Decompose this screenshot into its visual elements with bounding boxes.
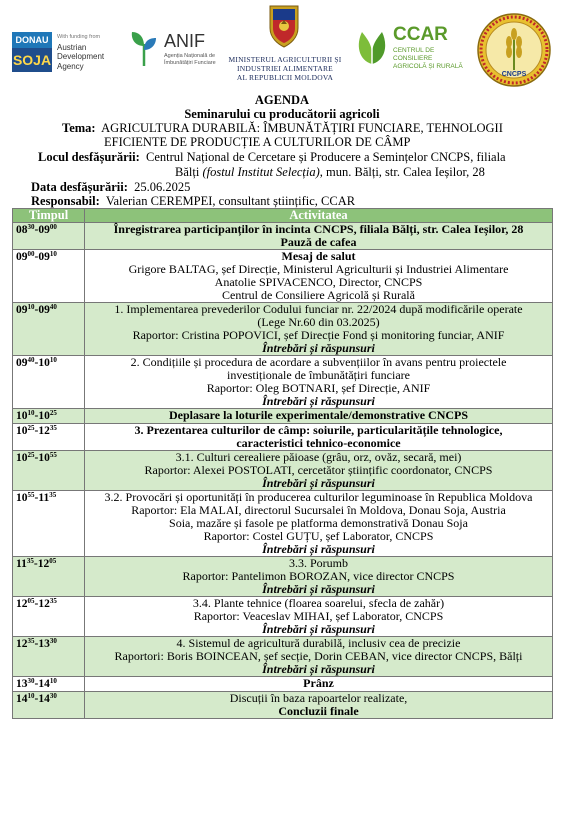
activity-cell: [85, 557, 553, 597]
location-address: , mun. Bălți, str. Calea Ieșilor, 28: [319, 165, 485, 179]
ministry-line-3: AL REPUBLICII MOLDOVA: [236, 73, 334, 82]
table-row: [13, 677, 553, 692]
activity-line: Mesaj de salut: [281, 249, 356, 263]
austrian-development-agency-logo: [57, 33, 127, 71]
time-separator: -: [34, 492, 39, 504]
activity-line: Pauză de cafea: [280, 235, 357, 249]
activity-cell: [85, 303, 553, 356]
time-separator: -: [34, 251, 39, 263]
ministry-line-1: MINISTERUL AGRICULTURII ȘI: [228, 55, 342, 64]
ministry-line-2: INDUSTRIEI ALIMENTARE: [237, 64, 333, 73]
donau-soja-bottom: SOJA: [12, 48, 52, 72]
time-hour-start: 10: [16, 452, 28, 464]
time-minute-end: 40: [49, 303, 57, 311]
time-hour-end: 12: [38, 425, 50, 437]
location-label: Locul desfășurării:: [38, 150, 140, 164]
activity-line: caracteristici tehnico-economice: [236, 436, 401, 450]
activity-line: Anatolie SPIVACENCO, Director, CNCPS: [214, 275, 423, 289]
activity-line: Grigore BALTAG, șef Direcție, Ministerul Agriculturii și Industriei Alimentare: [128, 262, 509, 276]
time-minute-end: 35: [49, 491, 57, 499]
time-hour-start: 13: [16, 678, 28, 690]
time-hour-end: 09: [38, 251, 50, 263]
time-separator: -: [33, 558, 38, 570]
theme-label: Tema:: [62, 121, 96, 135]
time-minute-end: 05: [49, 557, 57, 565]
time-hour-start: 12: [16, 598, 28, 610]
time-minute-end: 35: [49, 424, 57, 432]
ada-line-3: Agency: [57, 61, 84, 71]
time-minute-start: 25: [27, 424, 35, 432]
moldova-crest-icon: [266, 2, 302, 48]
time-hour-end: 12: [37, 558, 50, 570]
activity-cell: [85, 491, 553, 557]
activity-line: Raportor: Pantelimon BOROZAN, vice director CNCPS: [182, 569, 455, 583]
ada-line-2: Development: [57, 52, 105, 61]
activity-line: Deplasare la loturile experimentale/demonstrative CNCPS: [168, 408, 469, 422]
activity-cell: [85, 451, 553, 491]
time-hour-end: 09: [38, 224, 50, 236]
time-separator: -: [34, 425, 39, 437]
time-hour-end: 12: [38, 598, 50, 610]
table-row: [13, 637, 553, 677]
time-separator: -: [34, 224, 39, 236]
time-separator: -: [34, 638, 39, 650]
time-cell: [13, 409, 85, 424]
activity-line: 3.3. Porumb: [288, 556, 348, 570]
time-minute-start: 35: [27, 637, 35, 645]
time-minute-start: 40: [27, 356, 35, 364]
activity-line: Raportor: Veaceslav MIHAI, șef Laborator, CNCPS: [193, 609, 444, 623]
activity-line: Discuții în baza rapoartelor realizate,: [229, 691, 408, 705]
time-hour-start: 12: [16, 638, 28, 650]
table-row: [13, 356, 553, 409]
activity-line: Întrebări și răspunsuri: [262, 542, 375, 556]
ccar-sub-line-1: CENTRUL DE CONSILIERE: [393, 47, 435, 62]
activity-cell: [85, 424, 553, 451]
date-value: 25.06.2025: [134, 180, 191, 194]
activity-line: Prânz: [303, 676, 334, 690]
time-minute-end: 25: [49, 409, 57, 417]
time-minute-end: 10: [49, 250, 57, 258]
time-separator: -: [34, 678, 39, 690]
table-row: [13, 597, 553, 637]
seal-label: CNCPS: [501, 71, 527, 78]
activity-line: Centrul de Consiliere Agricolă și Rurală: [222, 288, 415, 302]
anif-name: ANIF: [164, 31, 206, 51]
activity-line: 4. Sistemul de agricultură durabilă, inclusiv cea de precizie: [176, 636, 461, 650]
ccar-sub-line-2: AGRICOLĂ ȘI RURALĂ: [393, 63, 463, 70]
location-text-1: Centrul Național de Cercetare și Producere a Semințelor CNCPS, filiala: [145, 150, 506, 164]
time-cell: [13, 303, 85, 356]
time-hour-end: 10: [38, 410, 50, 422]
ada-line-1: Austrian: [57, 42, 87, 52]
theme-line-2: EFICIENTE DE PRODUCȚIE A CULTURILOR DE CÂMP: [104, 135, 411, 149]
activity-line: 3. Prezentarea culturilor de câmp: soiurile, particularitățile tehnologice,: [134, 423, 503, 437]
time-minute-end: 30: [49, 637, 57, 645]
time-hour-start: 09: [16, 304, 28, 316]
activity-cell: [85, 409, 553, 424]
ccar-subtitle: [393, 47, 467, 71]
time-hour-end: 14: [38, 693, 50, 705]
time-hour-end: 10: [38, 452, 50, 464]
donau-soja-top: DONAU: [12, 32, 52, 48]
time-minute-end: 35: [49, 597, 57, 605]
activity-line: Raportori: Boris BOINCEAN, șef secție, Dorin CEBAN, vice director CNCPS, Bălți: [114, 649, 523, 663]
activity-line: Înregistrarea participanților în incinta CNCPS, filiala Bălți, str. Calea Ieșilor, 28: [113, 222, 524, 236]
table-row: [13, 692, 553, 719]
time-hour-end: 14: [38, 678, 50, 690]
location-line-1: [38, 150, 564, 164]
time-hour-start: 09: [16, 357, 28, 369]
time-minute-start: 35: [26, 557, 34, 565]
theme-line-1: [62, 121, 562, 135]
activity-line: 3.4. Plante tehnice (floarea soarelui, sfecla de zahăr): [192, 596, 445, 610]
activity-line: 1. Implementarea prevederilor Codului funciar nr. 22/2024 după modificările operate: [114, 302, 523, 316]
activity-line: Concluzii finale: [278, 704, 359, 718]
table-row: [13, 451, 553, 491]
responsible-line: [31, 194, 564, 208]
time-hour-start: 08: [16, 224, 28, 236]
time-separator: -: [34, 598, 39, 610]
activity-line: Soia, mazăre și fasole pe platforma demonstrativă Donau Soja: [169, 516, 468, 530]
time-minute-start: 30: [27, 223, 35, 231]
activity-line: 2. Condițiile și procedura de acordare a subvențiilor în avans pentru proiectele: [130, 355, 507, 369]
anif-subtitle: Agenția Națională de Îmbunătățiri Funciare: [164, 53, 216, 66]
time-minute-start: 10: [27, 409, 35, 417]
activity-line: Raportor: Costel GUȚU, șef Laborator, CNCPS: [203, 529, 434, 543]
anif-sprout-icon: [130, 30, 158, 66]
time-cell: [13, 557, 85, 597]
activity-line: Raportor: Oleg BOTNARI, șef Direcție, ANIF: [206, 381, 431, 395]
time-cell: [13, 223, 85, 250]
activity-line: Raportor: Alexei POSTOLATI, cercetător științific coordonator, CNCPS: [144, 463, 493, 477]
location-former: (fostul Institut Selecția): [202, 165, 320, 179]
time-hour-end: 11: [38, 492, 50, 504]
time-hour-end: 13: [38, 638, 50, 650]
time-minute-start: 10: [27, 692, 35, 700]
ministry-logo-text: [218, 55, 352, 82]
time-minute-start: 10: [27, 303, 35, 311]
date-label: Data desfășurării:: [31, 180, 128, 194]
time-separator: -: [34, 693, 39, 705]
location-city: Bălți: [175, 165, 200, 179]
activity-line: Întrebări și răspunsuri: [262, 662, 375, 676]
time-hour-end: 10: [38, 357, 50, 369]
time-cell: [13, 677, 85, 692]
time-hour-start: 10: [16, 492, 28, 504]
time-separator: -: [34, 410, 39, 422]
agenda-title: AGENDA: [254, 93, 310, 107]
time-separator: -: [34, 304, 39, 316]
ccar-name: CCAR: [393, 24, 448, 45]
time-minute-end: 10: [49, 356, 57, 364]
time-hour-end: 09: [38, 304, 50, 316]
time-cell: [13, 491, 85, 557]
time-hour-start: 10: [16, 410, 28, 422]
time-cell: [13, 637, 85, 677]
time-cell: [13, 424, 85, 451]
activity-cell: [85, 637, 553, 677]
donau-soja-logo: [12, 32, 52, 74]
table-row: [13, 250, 553, 303]
activity-cell: [85, 692, 553, 719]
date-line: [31, 180, 564, 194]
time-cell: [13, 356, 85, 409]
table-row: [13, 491, 553, 557]
time-cell: [13, 250, 85, 303]
cncps-seal-icon: [476, 12, 552, 88]
responsible-value: Valerian CEREMPEI, consultant științific, CCAR: [105, 194, 356, 208]
time-minute-end: 00: [49, 223, 57, 231]
activity-cell: [85, 597, 553, 637]
time-cell: [13, 692, 85, 719]
agenda-table: [12, 208, 553, 719]
activity-line: Întrebări și răspunsuri: [262, 476, 375, 490]
time-separator: -: [34, 357, 39, 369]
activity-line: Raportor: Cristina POPOVICI, șef Direcție Fond și monitoring funciar, ANIF: [132, 328, 505, 342]
activity-line: (Lege Nr.60 din 03.2025): [257, 315, 380, 329]
location-line-2: [175, 165, 564, 179]
time-minute-start: 25: [27, 451, 35, 459]
activity-line: Raportor: Ela MALAI, directorul Sucursalei în Moldova, Donau Soja, Austria: [131, 503, 506, 517]
time-cell: [13, 597, 85, 637]
column-header-time: Timpul: [13, 209, 85, 223]
table-row: [13, 409, 553, 424]
time-minute-start: 55: [27, 491, 35, 499]
theme-text-1: AGRICULTURA DURABILĂ: ÎMBUNĂTĂȚIRI FUNCIARE, TEHNOLOGII: [101, 121, 503, 135]
time-hour-start: 10: [16, 425, 28, 437]
table-row: [13, 303, 553, 356]
time-separator: -: [34, 452, 39, 464]
seminar-title: Seminarului cu producătorii agricoli: [184, 107, 380, 121]
funding-label: With funding from: [57, 34, 101, 40]
time-minute-start: 00: [27, 250, 35, 258]
activity-line: Întrebări și răspunsuri: [262, 394, 375, 408]
time-cell: [13, 451, 85, 491]
time-hour-start: 11: [16, 558, 27, 570]
column-header-activity: Activitatea: [85, 209, 553, 223]
time-minute-end: 30: [49, 692, 57, 700]
activity-cell: [85, 677, 553, 692]
activity-cell: [85, 356, 553, 409]
ccar-leaf-icon: [354, 26, 390, 66]
time-minute-end: 55: [49, 451, 57, 459]
agenda-body: [13, 223, 553, 719]
activity-cell: [85, 223, 553, 250]
activity-line: Întrebări și răspunsuri: [262, 582, 375, 596]
time-minute-start: 30: [27, 677, 35, 685]
activity-cell: [85, 250, 553, 303]
activity-line: 3.2. Provocări și oportunități în producerea culturilor leguminoase în Republica Moldova: [104, 490, 533, 504]
activity-line: Întrebări și răspunsuri: [262, 341, 375, 355]
activity-line: investiționale de îmbunătățiri funciare: [227, 368, 410, 382]
time-hour-start: 09: [16, 251, 28, 263]
time-hour-start: 14: [16, 693, 28, 705]
logo-bar: [0, 0, 564, 95]
responsible-label: Responsabil:: [31, 194, 100, 208]
table-row: [13, 557, 553, 597]
table-row: [13, 223, 553, 250]
time-minute-start: 05: [27, 597, 35, 605]
table-header-row: [13, 209, 553, 223]
activity-line: Întrebări și răspunsuri: [262, 622, 375, 636]
activity-line: 3.1. Culturi cerealiere păioase (grâu, orz, ovăz, secară, mei): [175, 450, 462, 464]
time-minute-end: 10: [49, 677, 57, 685]
table-row: [13, 424, 553, 451]
